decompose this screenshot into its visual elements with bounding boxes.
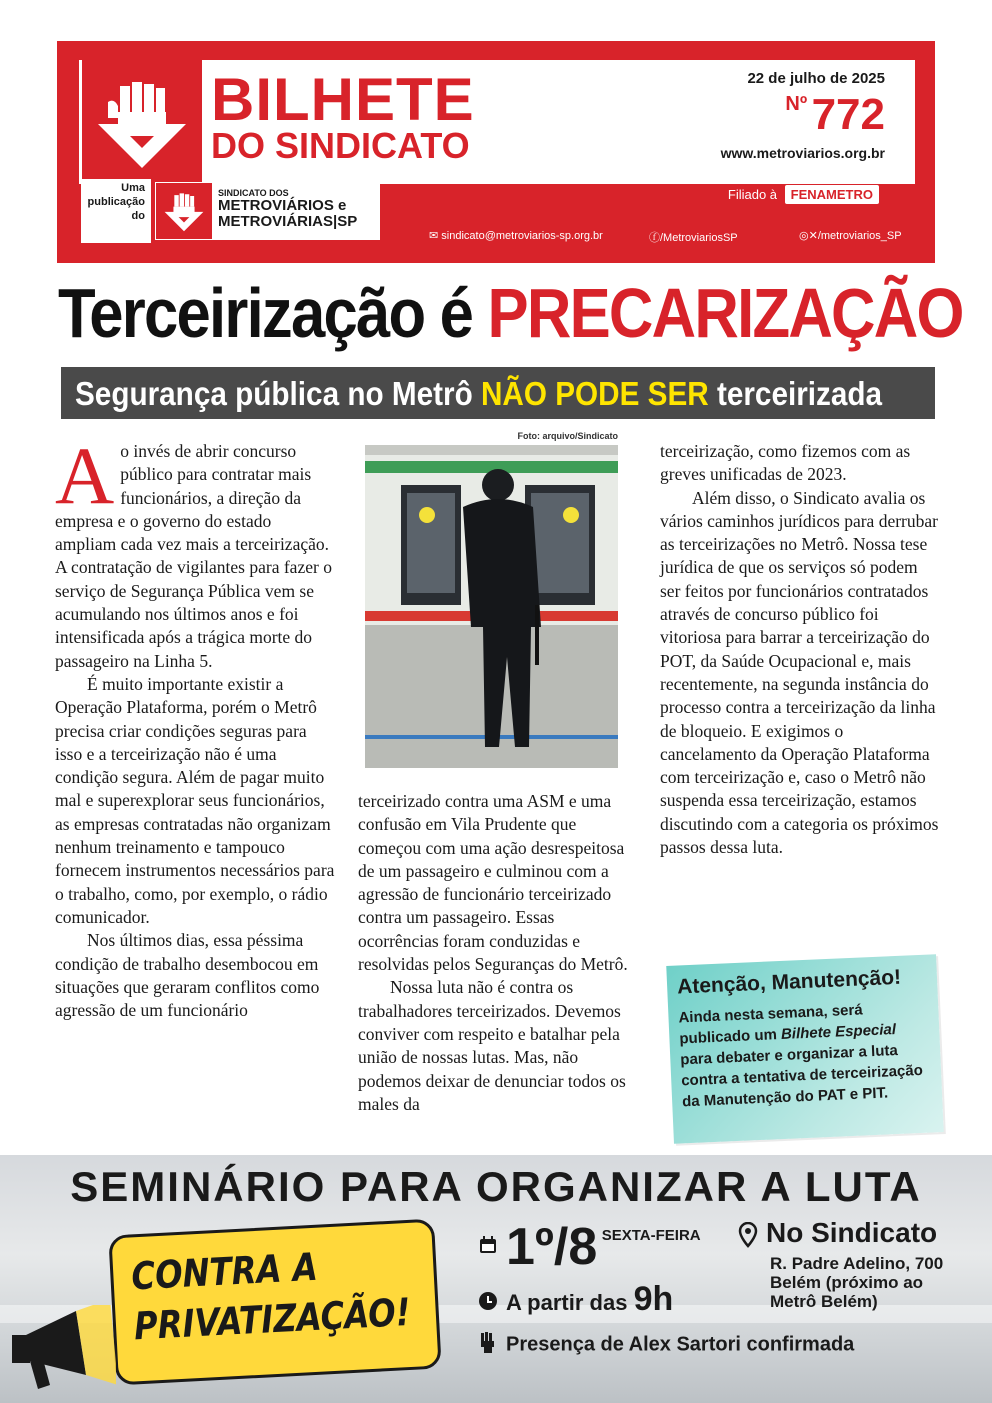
article-column-2: [358, 790, 638, 1116]
platform-guard-image: [365, 445, 618, 768]
slogan-line1: CONTRA A: [130, 1244, 319, 1299]
address-line2: Belém (próximo ao: [770, 1273, 924, 1292]
slogan-box: [108, 1219, 441, 1386]
photo-credit: Foto: arquivo/Sindicato: [517, 431, 618, 441]
slogan-line2: PRIVATIZAÇÃO!: [132, 1289, 412, 1349]
masthead: [57, 41, 935, 263]
seminar-banner: [0, 1155, 992, 1403]
affiliation-label: Filiado à: [727, 187, 778, 202]
callout-body-1: Ainda nesta semana, será publicado um: [678, 1001, 863, 1048]
callout-body-2: para debater e organizar a luta contra a tentativa de terceirização da Manutenção do PAT e PIT.: [679, 1041, 924, 1111]
title-line2: DO SINDICATO: [211, 125, 470, 167]
col2-paragraph-1: terceirizado contra uma ASM e uma confusão em Vila Prudente que começou com uma ação desrespeitosa de um passageiro e culminou com a agressão de funcionário terceirizado contra um passageiro. Essas ocorrências foram conduzidas e resolvidas pelos Seguranças do Metrô.: [358, 791, 628, 975]
col3-paragraph-1: terceirização, como fizemos com as greves unificadas de 2023.: [660, 441, 911, 485]
event-place: [738, 1217, 937, 1253]
publisher-strip: [79, 179, 915, 243]
publisher-label: Uma publicação do: [81, 179, 151, 243]
seminar-title: SEMINÁRIO PARA ORGANIZAR A LUTA: [70, 1163, 922, 1210]
event-address: [770, 1254, 943, 1311]
email-link[interactable]: ✉ sindicato@metroviarios-sp.org.br: [429, 230, 603, 242]
article-column-3: [660, 440, 942, 859]
event-time-value: 9h: [633, 1280, 674, 1318]
raised-fist-icon: [478, 1331, 498, 1359]
photo-security-guard: [365, 445, 618, 768]
subheadline-bar: [61, 367, 935, 419]
event-presence: [478, 1331, 854, 1359]
title-line1: BILHETE: [211, 66, 475, 133]
col1-paragraph-1: o invés de abrir concurso público para contratar mais funcionários, a direção da empresa e o governo do estado ampliam cada vez mais a terceirização. A contratação de vigilantes para fazer o serviço de Segurança Pública vem se acumulando nos últimos anos e foi intensificada após a trágica morte do passageiro na Linha 5.: [55, 441, 332, 671]
event-place-name: No Sindicato: [766, 1217, 938, 1248]
fenametro-logo: FENAMETRO: [785, 185, 879, 204]
fist-logo-icon: [162, 189, 206, 233]
subheadline: [75, 375, 882, 413]
newsletter-title: [211, 66, 475, 167]
address-line1: R. Padre Adelino, 700: [770, 1254, 944, 1273]
number-value: 772: [811, 90, 885, 139]
event-weekday: SEXTA-FEIRA: [601, 1227, 701, 1244]
website-link[interactable]: www.metroviarios.org.br: [720, 145, 885, 161]
masthead-panel: [79, 60, 915, 184]
mail-icon: ✉: [429, 230, 439, 242]
fist-logo-icon: [94, 72, 190, 172]
dropcap: A: [55, 430, 115, 521]
callout-body-em: Bilhete Especial: [780, 1021, 897, 1044]
clock-icon: [478, 1291, 498, 1317]
subheadline-part2: terceirizada: [708, 375, 883, 412]
callout-body: [678, 997, 934, 1113]
subheadline-part1: Segurança pública no Metrô: [75, 375, 481, 412]
publisher-small: SINDICATO DOS: [218, 188, 289, 198]
facebook-link[interactable]: ⓕ/MetroviariosSP: [649, 232, 738, 244]
issue-info: [721, 70, 885, 161]
publisher-logo: [155, 182, 380, 240]
event-date-value: 1º/8: [506, 1218, 598, 1276]
maintenance-callout: [666, 954, 944, 1144]
publisher-name: [218, 189, 357, 230]
facebook-icon: ⓕ: [649, 232, 660, 244]
subheadline-highlight: NÃO PODE SER: [480, 375, 709, 412]
headline-part2: PRECARIZAÇÃO: [487, 274, 963, 352]
slogan: [130, 1237, 412, 1351]
article-column-1: [55, 430, 335, 1022]
event-time-prefix: A partir das: [506, 1290, 634, 1315]
headline: [58, 274, 963, 352]
event-date: [478, 1217, 701, 1277]
col1-paragraph-3: Nos últimos dias, essa péssima condição de trabalho desembocou em situações que geraram conflitos como agressão de um funcionário: [55, 930, 320, 1021]
publisher-logo-mark: [156, 183, 212, 239]
union-logo: [82, 60, 202, 184]
instagram-x-icon: ◎✕: [799, 230, 818, 242]
col1-paragraph-2: É muito importante existir a Operação Plataforma, porém o Metrô precisa criar condições seguras para isso e a terceirização não é uma condição segura. Além de pagar muito mal e superexplorar seus funcionários, as empresas contratadas não organizam nenhum treinamento e tampouco fornecem instrumentos necessários para o trabalho, como, por exemplo, o rádio comunicador.: [55, 673, 335, 927]
event-presence-text: Presença de Alex Sartori confirmada: [506, 1333, 855, 1356]
article-photo: [365, 431, 618, 768]
headline-part1: Terceirização é: [58, 274, 488, 352]
issue-number: [721, 90, 885, 139]
affiliation: [728, 185, 879, 204]
instagram-x-link[interactable]: ◎✕/metroviarios_SP: [799, 230, 902, 242]
megaphone-icon: [6, 1305, 116, 1400]
callout-title: Atenção, Manutenção!: [676, 965, 902, 999]
number-symbol: Nº: [785, 93, 808, 115]
calendar-icon: [478, 1235, 498, 1260]
publisher-line1: METROVIÁRIOS e: [218, 197, 347, 215]
col3-paragraph-2: Além disso, o Sindicato avalia os vários caminhos jurídicos para derrubar as terceirizações no Metrô. Nossa tese jurídica de que os serviços só podem ser feitos por funcionários contratados através de concurso público foi vitoriosa para barrar a terceirização do POT, da Saúde Ocupacional e, mais recentemente, na segunda instância do processo contra a terceirização da linha de bloqueio. E exigimos o cancelamento da Operação Plataforma com terceirização e, caso o Metrô não suspenda essa terceirização, estamos discutindo com a categoria os próximos passos dessa luta.: [660, 487, 939, 858]
address-line3: Metrô Belém): [770, 1292, 878, 1311]
issue-date: 22 de julho de 2025: [747, 70, 885, 87]
publisher-line2: METROVIÁRIAS|SP: [218, 213, 358, 231]
event-time: [478, 1280, 673, 1319]
map-pin-icon: [738, 1222, 758, 1253]
col2-paragraph-2: Nossa luta não é contra os trabalhadores terceirizados. Devemos conviver com respeito e batalhar pela união de nossas lutas. Mas, não podemos deixar de denunciar todos os males da: [358, 977, 626, 1114]
